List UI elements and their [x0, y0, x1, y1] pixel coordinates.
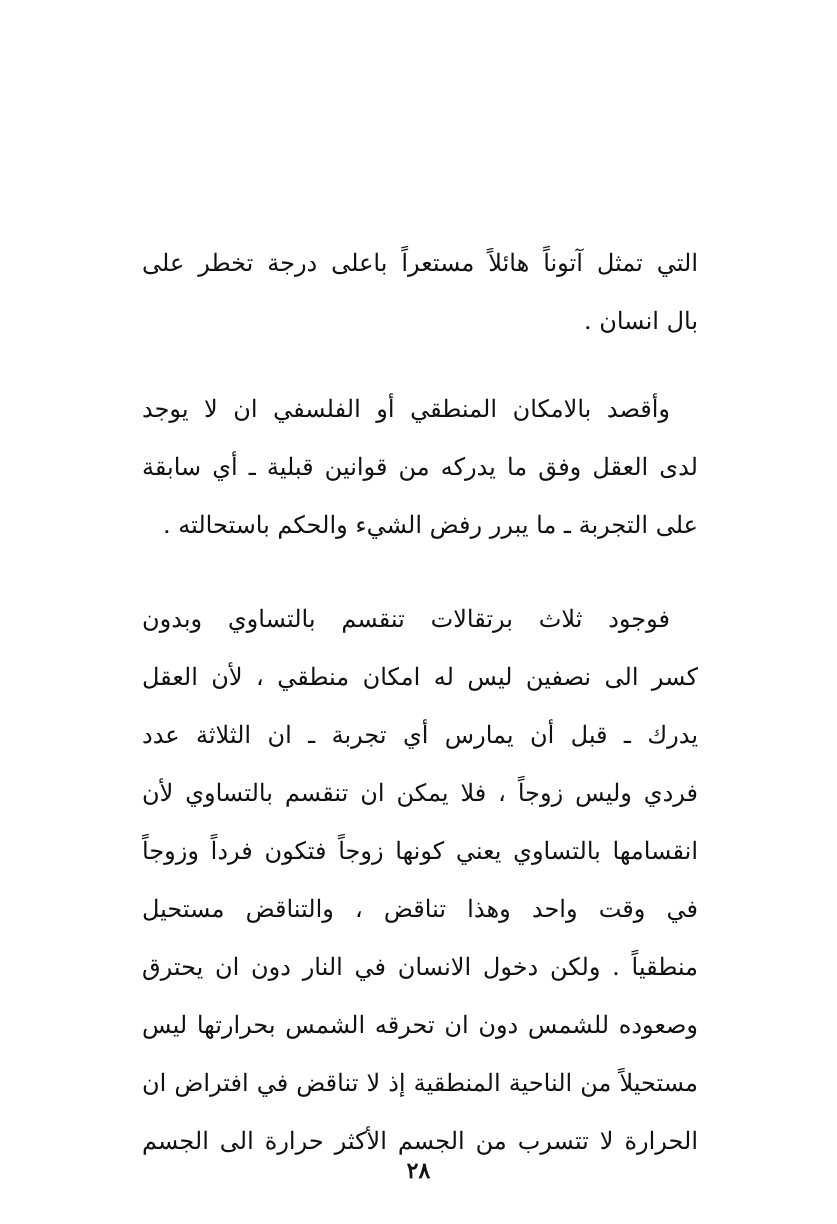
- paragraph-1: [142, 234, 698, 350]
- text-line: التي تمثل آتوناً هائلاً مستعراً باعلى درجة تخطر على: [142, 249, 698, 277]
- text-line: مستحيلاً من الناحية المنطقية إذ لا تناقض في افتراض ان: [142, 1069, 698, 1097]
- text-line: فوجود ثلاث برتقالات تنقسم بالتساوي وبدون: [142, 605, 670, 633]
- paragraph-3: [142, 590, 698, 1170]
- text-line: فردي وليس زوجاً ، فلا يمكن ان تنقسم بالتساوي لأن: [142, 779, 698, 807]
- text-line: بال انسان .: [583, 307, 698, 335]
- text-line: وصعوده للشمس دون ان تحرقه الشمس بحرارتها ليس: [142, 1011, 698, 1039]
- text-line: على التجربة ـ ما يبرر رفض الشيء والحكم باستحالته .: [162, 511, 698, 539]
- text-line: في وقت واحد وهذا تناقض ، والتناقض مستحيل: [142, 895, 698, 923]
- text-line: يدرك ـ قبل أن يمارس أي تجربة ـ ان الثلاثة عدد: [142, 721, 698, 749]
- text-line: وأقصد بالامكان المنطقي أو الفلسفي ان لا يوجد: [142, 395, 670, 423]
- page-number: ٢٨: [406, 1158, 431, 1184]
- text-line: لدى العقل وفق ما يدركه من قوانين قبلية ـ أي سابقة: [142, 453, 698, 481]
- text-line: منطقياً . ولكن دخول الانسان في النار دون ان يحترق: [142, 953, 698, 981]
- text-line: كسر الى نصفين ليس له امكان منطقي ، لأن العقل: [142, 663, 698, 691]
- text-line: انقسامها بالتساوي يعني كونها زوجاً فتكون فرداً وزوجاً: [142, 837, 698, 865]
- text-line: الحرارة لا تتسرب من الجسم الأكثر حرارة الى الجسم: [142, 1127, 698, 1155]
- paragraph-2: [142, 380, 698, 554]
